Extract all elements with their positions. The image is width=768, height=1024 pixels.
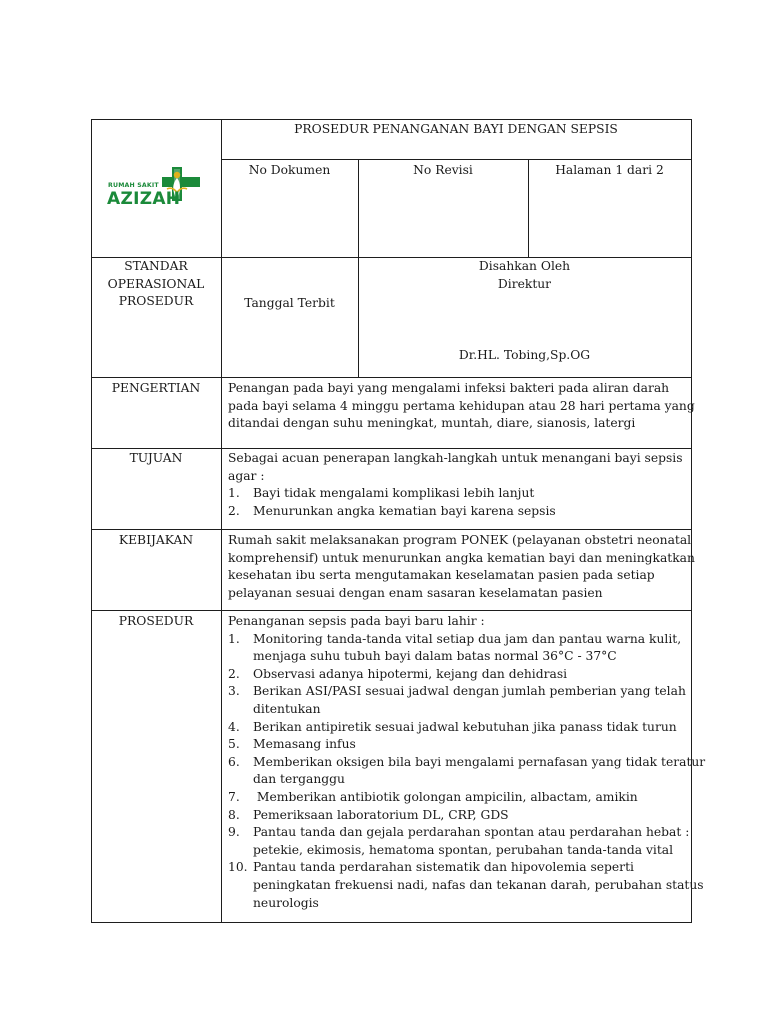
list-item	[228, 824, 705, 859]
table-rule	[91, 448, 692, 449]
list-number: 9.	[228, 825, 240, 840]
table-border-left	[91, 119, 92, 923]
sop-label-line: STANDAR	[124, 259, 188, 273]
list-number: 2.	[228, 666, 240, 681]
direktur-label: Direktur	[497, 277, 552, 291]
list-text: Memasang infus	[253, 737, 356, 752]
table-border-bottom	[91, 922, 692, 923]
sop-label-line: OPERASIONAL	[107, 276, 205, 291]
list-text: Berikan antipiretik sesuai jadwal kebutuhan jika panass tidak turun	[253, 719, 677, 734]
table-rule	[221, 159, 692, 160]
table-divider	[221, 119, 222, 923]
pengertian-text	[228, 380, 695, 433]
list-text: Memberikan oksigen bila bayi mengalami pernafasan yang tidak teratur	[253, 754, 706, 769]
kebijakan-label: KEBIJAKAN	[118, 533, 194, 547]
list-number: 4.	[228, 719, 240, 734]
list-number: 1.	[228, 631, 240, 646]
list-item	[228, 683, 705, 718]
list-text: menjaga suhu tubuh bayi dalam batas normal 36°C - 37°C	[253, 649, 617, 664]
list-number: 10.	[228, 860, 248, 875]
text-line: Sebagai acuan penerapan langkah-langkah untuk menangani bayi sepsis	[228, 451, 683, 465]
list-item	[228, 807, 705, 825]
list-item	[228, 859, 705, 912]
list-text: Monitoring tanda-tanda vital setiap dua jam dan pantau warna kulit,	[253, 631, 682, 646]
list-number: 2.	[228, 503, 240, 518]
tujuan-label: TUJUAN	[129, 451, 183, 465]
table-border-top	[91, 119, 692, 120]
list-text: petekie, ekimosis, hematoma spontan, perubahan tanda-tanda vital	[253, 842, 674, 857]
list-item	[228, 736, 705, 754]
list-item	[228, 754, 705, 789]
list-text: Menurunkan angka kematian bayi karena sepsis	[253, 503, 556, 518]
text-line: agar :	[228, 468, 265, 483]
sop-label-line: PROSEDUR	[118, 294, 194, 309]
sop-label	[91, 258, 221, 311]
list-text: dan terganggu	[253, 772, 345, 787]
tujuan-text	[228, 450, 683, 520]
list-text: Pantau tanda dan gejala perdarahan spontan atau perdarahan hebat :	[253, 825, 690, 840]
table-rule	[91, 610, 692, 611]
table-rule	[91, 377, 692, 378]
halaman-label: Halaman 1 dari 2	[555, 163, 664, 177]
list-number: 8.	[228, 807, 240, 822]
list-text: Pantau tanda perdarahan sistematik dan hipovolemia seperti	[253, 860, 634, 875]
pengertian-label: PENGERTIAN	[111, 381, 201, 395]
list-text: neurologis	[253, 895, 319, 910]
logo-name: AZIZAH	[107, 189, 181, 209]
signatory-name: Dr.HL. Tobing,Sp.OG	[458, 348, 591, 362]
text-line: Penanganan sepsis pada bayi baru lahir :	[228, 614, 485, 628]
text-line: kesehatan ibu serta mengutamakan keselamatan pasien pada setiap	[228, 568, 655, 583]
list-number: 7.	[228, 789, 240, 804]
hospital-logo	[107, 163, 205, 213]
list-item	[228, 789, 705, 807]
list-text: ditentukan	[253, 701, 321, 716]
logo-subtitle: RUMAH SAKIT	[108, 182, 159, 189]
text-line: Rumah sakit melaksanakan program PONEK (pelayanan obstetri neonatal	[228, 533, 692, 547]
document-title: PROSEDUR PENANGANAN BAYI DENGAN SEPSIS	[294, 122, 618, 136]
list-item	[228, 631, 705, 666]
list-item	[228, 666, 705, 684]
text-line: ditandai dengan suhu meningkat, muntah, diare, sianosis, latergi	[228, 416, 636, 431]
table-rule	[91, 529, 692, 530]
list-text: Berikan ASI/PASI sesuai jadwal dengan jumlah pemberian yang telah	[253, 684, 686, 699]
list-text: Pemeriksaan laboratorium DL, CRP, GDS	[253, 807, 509, 822]
list-text: Bayi tidak mengalami komplikasi lebih lanjut	[253, 486, 535, 501]
text-line: pada bayi selama 4 minggu pertama kehidupan atau 28 hari pertama yang	[228, 398, 695, 413]
prosedur-text	[228, 613, 705, 912]
no-revisi-label: No Revisi	[413, 163, 473, 177]
no-dokumen-label: No Dokumen	[248, 163, 331, 177]
tanggal-terbit-label: Tanggal Terbit	[244, 296, 335, 310]
text-line: Penangan pada bayi yang mengalami infeksi bakteri pada aliran darah	[228, 381, 670, 395]
list-item	[228, 503, 683, 521]
list-text: peningkatan frekuensi nadi, nafas dan tekanan darah, perubahan status	[253, 877, 704, 892]
prosedur-label: PROSEDUR	[118, 614, 194, 628]
list-number: 3.	[228, 684, 240, 699]
list-text: Memberikan antibiotik golongan ampicilin, albactam, amikin	[253, 789, 638, 804]
text-line: komprehensif) untuk menurunkan angka kematian bayi dan meningkatkan	[228, 550, 695, 565]
list-number: 5.	[228, 737, 240, 752]
list-item	[228, 485, 683, 503]
list-number: 1.	[228, 486, 240, 501]
list-item	[228, 719, 705, 737]
kebijakan-text	[228, 532, 695, 602]
list-text: Observasi adanya hipotermi, kejang dan dehidrasi	[253, 666, 568, 681]
text-line: pelayanan sesuai dengan enam sasaran keselamatan pasien	[228, 585, 603, 600]
disahkan-label: Disahkan Oleh	[478, 259, 571, 273]
list-number: 6.	[228, 754, 240, 769]
